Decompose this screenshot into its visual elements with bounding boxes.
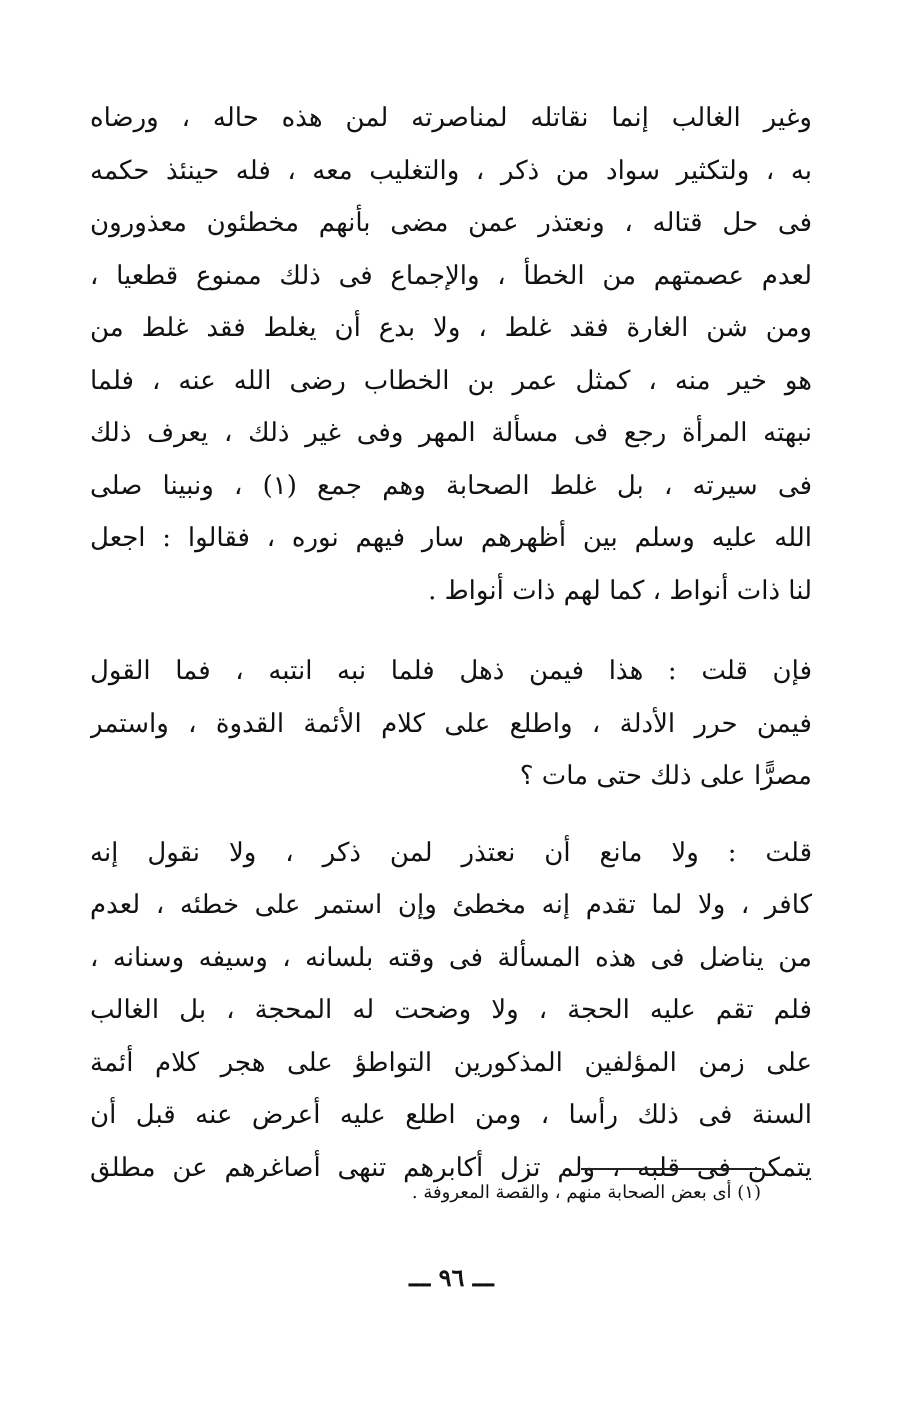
text-line: من يناضل فى هذه المسألة فى وقته بلسانه ، وسيفه وسنانه ، xyxy=(90,942,812,973)
paragraph-gap xyxy=(90,803,812,827)
page-body xyxy=(90,92,812,1194)
footnote-divider xyxy=(581,1168,761,1170)
text-line: لنا ذات أنواط ، كما لهم ذات أنواط . xyxy=(428,575,812,606)
text-line: السنة فى ذلك رأسا ، ومن اطلع عليه أعرض عنه قبل أن xyxy=(90,1100,812,1130)
text-line: نبهته المرأة رجع فى مسألة المهر وفى غير ذلك ، يعرف ذلك xyxy=(90,418,812,448)
paragraph-3 xyxy=(90,827,812,1195)
paragraph-gap xyxy=(90,617,812,645)
text-line: فلم تقم عليه الحجة ، ولا وضحت له المحجة ، بل الغالب xyxy=(90,995,812,1025)
page-number: ـــ ٩٦ ـــ xyxy=(409,1263,494,1292)
text-line: فى حل قتاله ، ونعتذر عمن مضى بأنهم مخطئون معذورون xyxy=(90,208,812,238)
paragraph-2 xyxy=(90,645,812,803)
footnote: (١) أى بعض الصحابة منهم ، والقصة المعروفة . xyxy=(411,1182,761,1203)
text-line: فيمن حرر الأدلة ، واطلع على كلام الأئمة القدوة ، واستمر xyxy=(90,708,812,739)
text-line: فى سيرته ، بل غلط الصحابة وهم جمع (١) ، ونبينا صلى xyxy=(90,470,812,501)
text-line: وغير الغالب إنما نقاتله لمناصرته لمن هذه حاله ، ورضاه xyxy=(90,103,812,133)
text-line: به ، ولتكثير سواد من ذكر ، والتغليب معه ، فله حينئذ حكمه xyxy=(90,155,812,186)
text-line: مصرًّا على ذلك حتى مات ؟ xyxy=(519,761,812,791)
text-line: ومن شن الغارة فقد غلط ، ولا بدع أن يغلط فقد غلط من xyxy=(90,313,812,343)
text-line: كافر ، ولا لما تقدم إنه مخطئ وإن استمر على خطئه ، لعدم xyxy=(90,890,812,920)
paragraph-1 xyxy=(90,92,812,617)
text-line: فإن قلت : هذا فيمن ذهل فلما نبه انتبه ، فما القول xyxy=(90,656,812,686)
text-line: الله عليه وسلم بين أظهرهم سار فيهم نوره ، فقالوا : اجعل xyxy=(90,523,812,553)
text-line: يتمكن فى قلبه ، ولم تزل أكابرهم تنهى أصاغرهم عن مطلق xyxy=(90,1152,812,1183)
text-line: على زمن المؤلفين المذكورين التواطؤ على هجر كلام أئمة xyxy=(90,1047,812,1078)
text-line: لعدم عصمتهم من الخطأ ، والإجماع فى ذلك ممنوع قطعيا ، xyxy=(90,260,812,291)
text-line: قلت : ولا مانع أن نعتذر لمن ذكر ، ولا نقول إنه xyxy=(90,837,812,868)
text-line: هو خير منه ، كمثل عمر بن الخطاب رضى الله عنه ، فلما xyxy=(90,365,812,396)
